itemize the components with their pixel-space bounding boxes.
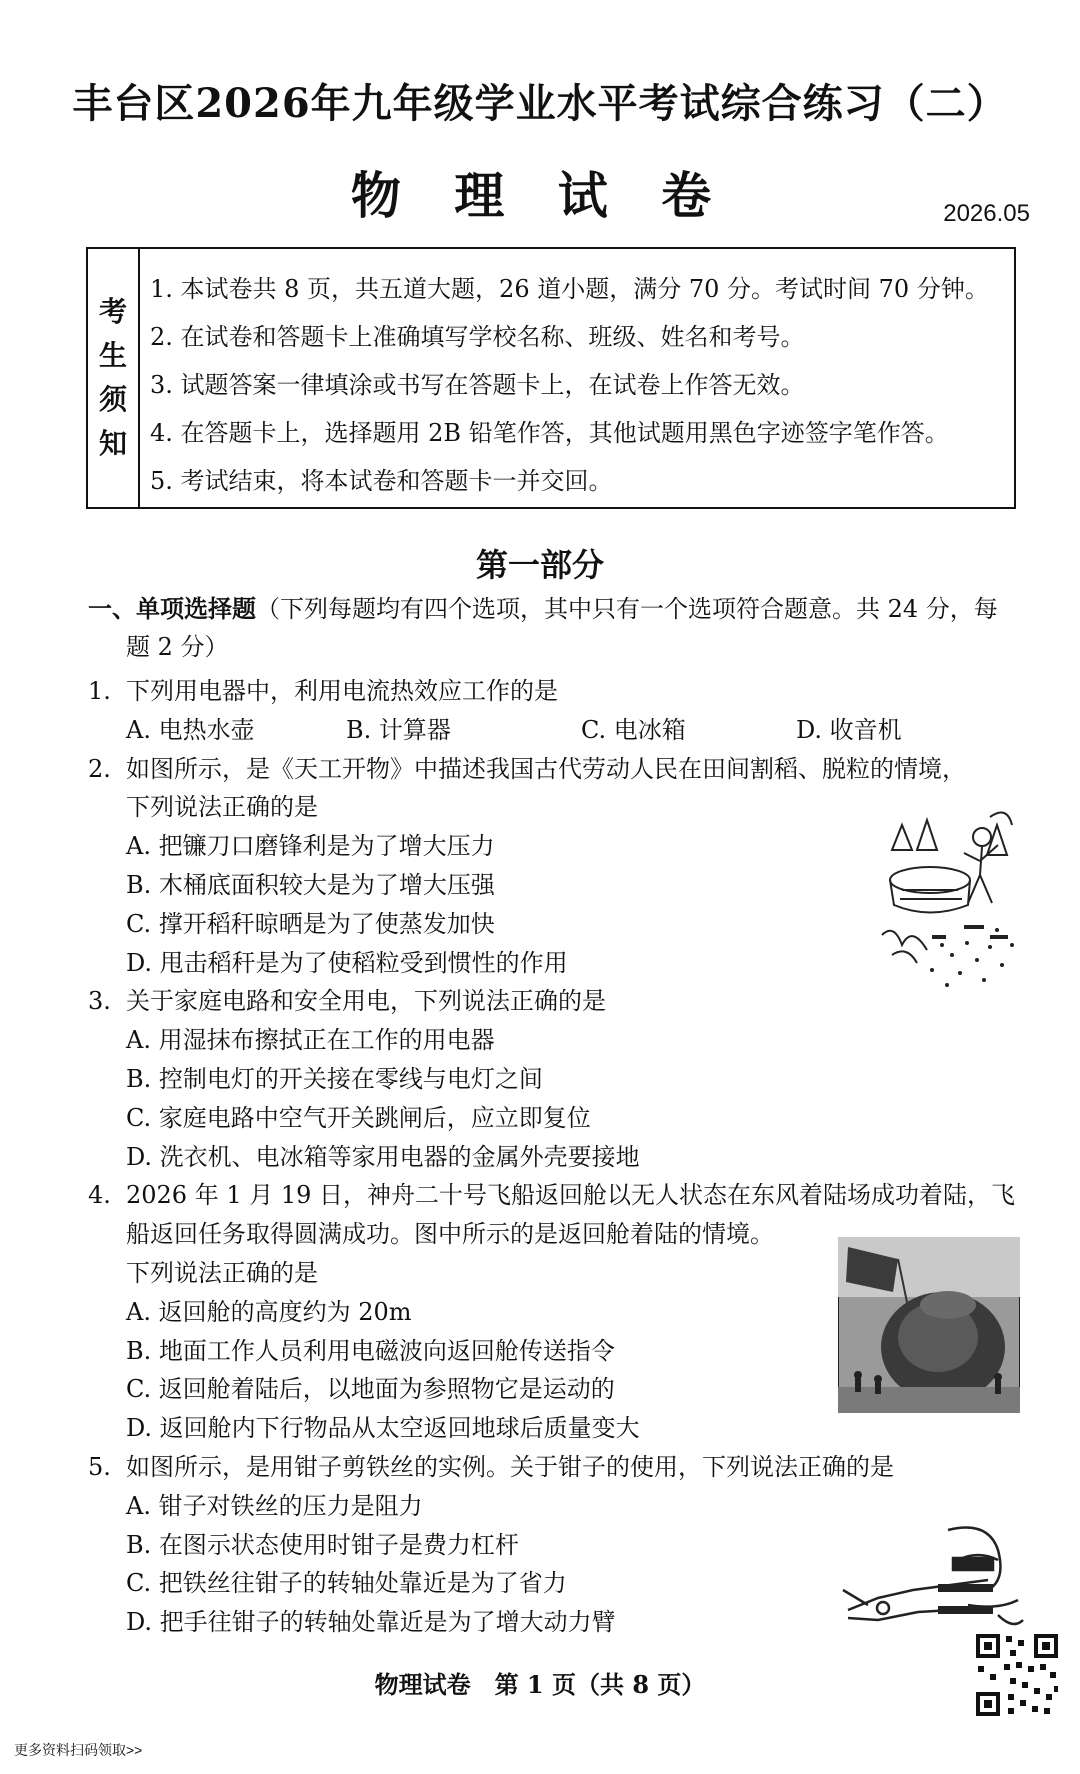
option: A. 钳子对铁丝的压力是阻力 [126, 1491, 423, 1520]
question-1-options [88, 711, 1028, 750]
option: C. 家庭电路中空气开关跳闸后，应立即复位 [126, 1103, 591, 1132]
notice-label-char: 知 [98, 427, 127, 460]
threshing-illustration [872, 795, 1022, 995]
option: C. 电冰箱 [581, 715, 686, 744]
reentry-capsule-photo [838, 1237, 1020, 1413]
option: B. 在图示状态使用时钳子是费力杠杆 [126, 1530, 519, 1559]
notice-item: 4. 在答题卡上，选择题用 2B 铅笔作答，其他试题用黑色字迹签字笔作答。 [150, 419, 949, 447]
notice-label-char: 生 [98, 339, 127, 372]
question-number: 1. [88, 677, 111, 705]
question-2-stem [88, 750, 1028, 789]
notice-item: 5. 考试结束，将本试卷和答题卡一并交回。 [150, 467, 613, 495]
notice-item: 3. 试题答案一律填涂或书写在答题卡上，在试卷上作答无效。 [150, 371, 805, 399]
option: D. 甩击稻秆是为了使稻粒受到惯性的作用 [126, 948, 568, 977]
section-heading [88, 590, 1024, 666]
question-4-stem [88, 1176, 1028, 1215]
subject-title: 物 理 试 卷 [350, 166, 730, 225]
option: A. 返回舱的高度约为 20m [126, 1297, 412, 1326]
option: B. 地面工作人员利用电磁波向返回舱传送指令 [126, 1336, 615, 1365]
candidate-notice-box [86, 247, 1016, 509]
question-stem-cont: 下列说法正确的是 [126, 793, 318, 822]
option: D. 收音机 [796, 715, 902, 744]
notice-label [88, 249, 140, 507]
option: A. 电热水壶 [126, 715, 255, 744]
option: C. 把铁丝往钳子的转轴处靠近是为了省力 [126, 1569, 567, 1598]
part-title: 第一部分 [475, 546, 604, 584]
question-stem: 2026 年 1 月 19 日，神舟二十号飞船返回舱以无人状态在东风着陆场成功着陆，飞 [126, 1181, 1016, 1210]
option: A. 把镰刀口磨锋利是为了增大压力 [126, 832, 495, 861]
option: C. 返回舱着陆后，以地面为参照物它是运动的 [126, 1375, 615, 1404]
notice-item: 1. 本试卷共 8 页，共五道大题，26 道小题，满分 70 分。考试时间 70 分钟。 [150, 275, 989, 303]
notice-label-char: 考 [98, 295, 127, 328]
question-stem-cont: 船返回任务取得圆满成功。图中所示的是返回舱着陆的情境。 [126, 1220, 774, 1249]
question-stem-cont: 下列说法正确的是 [126, 1258, 318, 1287]
question-number: 3. [88, 987, 111, 1016]
page-footer: 物理试卷 第 1 页（共 8 页） [374, 1670, 706, 1699]
question-stem: 下列用电器中，利用电流热效应工作的是 [126, 677, 558, 705]
option: A. 用湿抹布擦拭正在工作的用电器 [126, 1026, 495, 1055]
section-heading-label: 一、单项选择题 [88, 594, 256, 623]
question-1-stem [88, 672, 1028, 711]
pliers-cutting-wire-figure [838, 1520, 1028, 1638]
question-number: 2. [88, 754, 111, 783]
option: B. 控制电灯的开关接在零线与电灯之间 [126, 1064, 543, 1093]
question-5-stem [88, 1448, 1028, 1487]
notice-items [150, 265, 1004, 505]
more-resources-link[interactable]: 更多资料扫码领取>> [14, 1742, 143, 1758]
section-description-cont: 题 2 分） [126, 633, 229, 661]
option: D. 洗衣机、电冰箱等家用电器的金属外壳要接地 [126, 1142, 640, 1171]
question-stem: 如图所示，是《天工开物》中描述我国古代劳动人民在田间割稻、脱粒的情境， [126, 754, 966, 783]
exam-header-title: 丰台区2026年九年级学业水平考试综合练习（二） [72, 80, 1008, 127]
question-number: 4. [88, 1181, 111, 1210]
option: D. 返回舱内下行物品从太空返回地球后质量变大 [126, 1414, 640, 1443]
option: B. 木桶底面积较大是为了增大压强 [126, 870, 495, 899]
option: B. 计算器 [346, 715, 451, 744]
notice-item: 2. 在试卷和答题卡上准确填写学校名称、班级、姓名和考号。 [150, 323, 805, 351]
question-stem: 如图所示，是用钳子剪铁丝的实例。关于钳子的使用，下列说法正确的是 [126, 1452, 894, 1481]
option: C. 撑开稻秆晾晒是为了使蒸发加快 [126, 909, 495, 938]
question-stem: 关于家庭电路和安全用电，下列说法正确的是 [126, 987, 606, 1016]
option: D. 把手往钳子的转轴处靠近是为了增大动力臂 [126, 1608, 616, 1637]
exam-date: 2026.05 [943, 200, 1030, 227]
section-description: （下列每题均有四个选项，其中只有一个选项符合题意。共 24 分，每 [256, 595, 998, 623]
notice-label-char: 须 [98, 383, 127, 416]
question-number: 5. [88, 1452, 111, 1481]
